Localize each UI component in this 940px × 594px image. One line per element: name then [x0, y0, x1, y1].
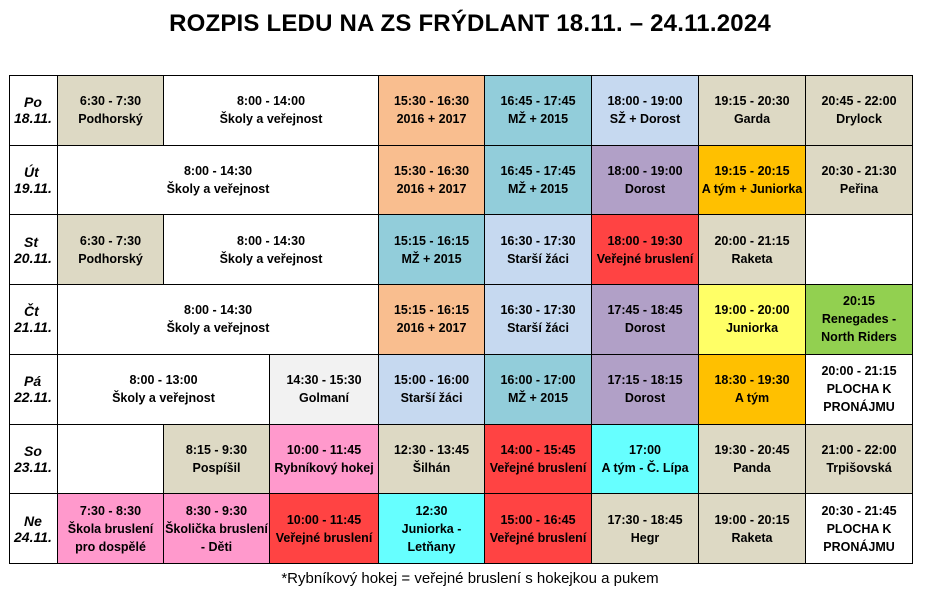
day-date: 19.11. [14, 180, 52, 197]
slot-label: MŽ + 2015 [401, 251, 462, 266]
schedule-row [10, 145, 913, 215]
slot-label: Školy a veřejnost [219, 251, 323, 266]
slot-time: 8:30 - 9:30 [185, 503, 248, 518]
slot-cell [699, 424, 806, 494]
slot-cell [270, 494, 379, 564]
slot-time: 8:00 - 14:30 [183, 164, 253, 179]
slot-cell [699, 494, 806, 564]
page-title: ROZPIS LEDU NA ZS FRÝDLANT 18.11. – 24.11.2024 [169, 10, 771, 37]
slot-cell [592, 215, 699, 285]
slot-label: MŽ + 2015 [507, 182, 569, 197]
slot-cell [379, 145, 485, 215]
schedule-row [10, 285, 913, 355]
schedule-row [10, 424, 913, 494]
day-cell [10, 354, 58, 424]
slot-cell [485, 145, 592, 215]
slot-time: 12:30 - 13:45 [393, 442, 470, 457]
slot-time: 16:45 - 17:45 [500, 164, 576, 179]
slot-cell [485, 215, 592, 285]
slot-time: 16:00 - 17:00 [500, 373, 576, 388]
slot-cell [58, 494, 164, 564]
slot-label: Panda [733, 460, 771, 475]
slot-label: Peřina [839, 182, 879, 197]
slot-cell [806, 285, 913, 355]
slot-time: 21:00 - 22:00 [821, 442, 897, 457]
day-cell [10, 215, 58, 285]
slot-time: 17:45 - 18:45 [607, 303, 683, 318]
slot-label: PLOCHA K PRONÁJMU [823, 521, 895, 554]
slot-label: Starší žáci [400, 391, 463, 406]
slot-label: Podhorský [78, 112, 143, 127]
day-date: 23.11. [14, 458, 52, 475]
slot-time: 14:00 - 15:45 [500, 442, 576, 457]
slot-time: 16:45 - 17:45 [500, 94, 576, 109]
slot-time: 8:15 - 9:30 [185, 442, 248, 457]
slot-cell [806, 145, 913, 215]
day-cell [10, 494, 58, 564]
slot-label: Veřejné bruslení [489, 460, 587, 475]
footnote: *Rybníkový hokej = veřejné bruslení s hokejkou a pukem [281, 570, 659, 587]
slot-time: 15:00 - 16:45 [500, 512, 576, 527]
slot-label: Podhorský [78, 251, 143, 266]
slot-label: Starší žáci [507, 251, 569, 266]
day-abbreviation: St [24, 233, 38, 250]
slot-label: Hegr [630, 530, 660, 545]
slot-time: 6:30 - 7:30 [79, 94, 142, 109]
slot-cell [485, 76, 592, 146]
slot-label: Školy a veřejnost [166, 321, 270, 336]
slot-cell [58, 215, 164, 285]
slot-cell [699, 215, 806, 285]
slot-cell [485, 424, 592, 494]
slot-time: 20:45 - 22:00 [821, 94, 897, 109]
slot-cell [164, 215, 379, 285]
slot-cell [270, 354, 379, 424]
slot-label: Dorost [624, 182, 666, 197]
slot-cell [806, 424, 913, 494]
slot-cell [379, 285, 485, 355]
slot-label: Školy a veřejnost [219, 112, 323, 127]
slot-time: 20:00 - 21:15 [714, 233, 790, 248]
schedule-row [10, 76, 913, 146]
slot-label: A tým + Juniorka [701, 182, 803, 197]
slot-label: Šilhán [412, 460, 451, 475]
slot-cell [592, 494, 699, 564]
slot-label: Školy a veřejnost [112, 391, 215, 406]
slot-label: MŽ + 2015 [507, 391, 569, 406]
slot-time: 8:00 - 14:30 [236, 233, 306, 248]
day-abbreviation: So [24, 442, 42, 459]
slot-cell [485, 494, 592, 564]
slot-label: Garda [733, 112, 771, 127]
day-cell [10, 285, 58, 355]
day-date: 20.11. [14, 249, 52, 266]
slot-label: Raketa [731, 530, 773, 545]
slot-time: 20:15 [843, 294, 875, 309]
slot-label: Juniorka - Letňany [401, 521, 462, 554]
slot-time: 7:30 - 8:30 [79, 503, 142, 518]
slot-cell [379, 215, 485, 285]
slot-label: Raketa [731, 251, 773, 266]
slot-label: Škola bruslení pro dospělé [67, 521, 154, 554]
slot-time: 15:00 - 16:00 [393, 373, 470, 388]
day-cell [10, 424, 58, 494]
slot-time: 16:30 - 17:30 [500, 303, 576, 318]
slot-cell [592, 76, 699, 146]
slot-time: 15:30 - 16:30 [393, 94, 470, 109]
day-abbreviation: Pá [24, 373, 42, 390]
slot-time: 20:30 - 21:45 [821, 503, 897, 518]
slot-label: Dorost [624, 321, 666, 336]
slot-label: Pospíšil [192, 460, 241, 475]
slot-time: 18:00 - 19:00 [607, 164, 683, 179]
slot-label: Juniorka [725, 321, 779, 336]
slot-label: Školička bruslení - Děti [165, 521, 268, 554]
slot-time: 19:00 - 20:15 [714, 512, 790, 527]
slot-time: 16:30 - 17:30 [500, 233, 576, 248]
slot-label: Rybníkový hokej [274, 460, 374, 475]
slot-cell [699, 354, 806, 424]
slot-time: 8:00 - 13:00 [129, 373, 198, 388]
slot-label: Drylock [836, 112, 882, 127]
slot-cell [592, 424, 699, 494]
slot-time: 17:30 - 18:45 [607, 512, 683, 527]
day-date: 24.11. [14, 528, 52, 545]
slot-cell [699, 285, 806, 355]
slot-cell [58, 354, 270, 424]
slot-time: 19:15 - 20:30 [714, 94, 790, 109]
day-date: 21.11. [14, 319, 52, 336]
slot-cell [806, 215, 913, 285]
slot-time: 20:00 - 21:15 [821, 364, 897, 379]
slot-time: 15:15 - 16:15 [393, 303, 470, 318]
slot-cell [592, 285, 699, 355]
slot-time: 20:30 - 21:30 [821, 164, 897, 179]
slot-label: Golmaní [299, 391, 350, 406]
slot-cell [379, 76, 485, 146]
slot-time: 10:00 - 11:45 [286, 512, 362, 527]
slot-cell [379, 424, 485, 494]
day-abbreviation: Ne [24, 512, 42, 529]
schedule-row [10, 354, 913, 424]
slot-label: A tým - Č. Lípa [601, 460, 689, 475]
slot-cell [270, 424, 379, 494]
slot-time: 18:00 - 19:30 [607, 233, 683, 248]
slot-time: 19:00 - 20:00 [714, 303, 790, 318]
day-date: 22.11. [14, 389, 52, 406]
slot-cell [379, 494, 485, 564]
slot-label: Trpišovská [826, 460, 892, 475]
slot-time: 18:30 - 19:30 [714, 373, 790, 388]
slot-label: A tým [734, 391, 770, 406]
slot-time: 8:00 - 14:00 [236, 94, 306, 109]
slot-label: Renegades - North Riders [821, 312, 897, 345]
slot-cell [58, 76, 164, 146]
slot-cell [699, 76, 806, 146]
slot-time: 19:15 - 20:15 [714, 164, 790, 179]
slot-cell [699, 145, 806, 215]
slot-cell [58, 145, 379, 215]
slot-cell [58, 424, 164, 494]
slot-cell [379, 354, 485, 424]
slot-cell [592, 354, 699, 424]
slot-time: 6:30 - 7:30 [79, 233, 142, 248]
slot-label: PLOCHA K PRONÁJMU [823, 382, 895, 415]
schedule-row [10, 215, 913, 285]
slot-time: 14:30 - 15:30 [286, 373, 362, 388]
slot-time: 15:30 - 16:30 [393, 164, 470, 179]
slot-cell [485, 354, 592, 424]
slot-time: 10:00 - 11:45 [286, 442, 362, 457]
slot-time: 8:00 - 14:30 [183, 303, 253, 318]
slot-label: Školy a veřejnost [166, 182, 270, 197]
slot-time: 17:00 [629, 442, 661, 457]
day-abbreviation: Čt [24, 303, 39, 320]
day-cell [10, 76, 58, 146]
slot-time: 19:30 - 20:45 [714, 442, 790, 457]
day-date: 18.11. [14, 110, 52, 127]
slot-label: SŽ + Dorost [609, 112, 681, 127]
slot-label: Veřejné bruslení [489, 530, 587, 545]
slot-cell [592, 145, 699, 215]
slot-label: 2016 + 2017 [396, 182, 467, 197]
slot-time: 15:15 - 16:15 [393, 233, 470, 248]
slot-cell [806, 354, 913, 424]
day-abbreviation: Út [24, 164, 39, 181]
slot-label: Veřejné bruslení [275, 530, 373, 545]
slot-cell [485, 285, 592, 355]
slot-label: Starší žáci [507, 321, 569, 336]
schedule-row [10, 494, 913, 564]
slot-label: Dorost [624, 391, 666, 406]
ice-schedule-table [9, 75, 913, 564]
slot-label: Veřejné bruslení [596, 251, 694, 266]
slot-time: 18:00 - 19:00 [607, 94, 683, 109]
day-cell [10, 145, 58, 215]
slot-cell [806, 494, 913, 564]
day-abbreviation: Po [24, 94, 42, 111]
slot-cell [58, 285, 379, 355]
slot-cell [164, 494, 270, 564]
slot-label: MŽ + 2015 [507, 112, 569, 127]
slot-cell [806, 76, 913, 146]
slot-cell [164, 424, 270, 494]
slot-time: 12:30 [415, 503, 448, 518]
slot-cell [164, 76, 379, 146]
slot-label: 2016 + 2017 [396, 112, 467, 127]
slot-label: 2016 + 2017 [396, 321, 467, 336]
slot-time: 17:15 - 18:15 [607, 373, 683, 388]
